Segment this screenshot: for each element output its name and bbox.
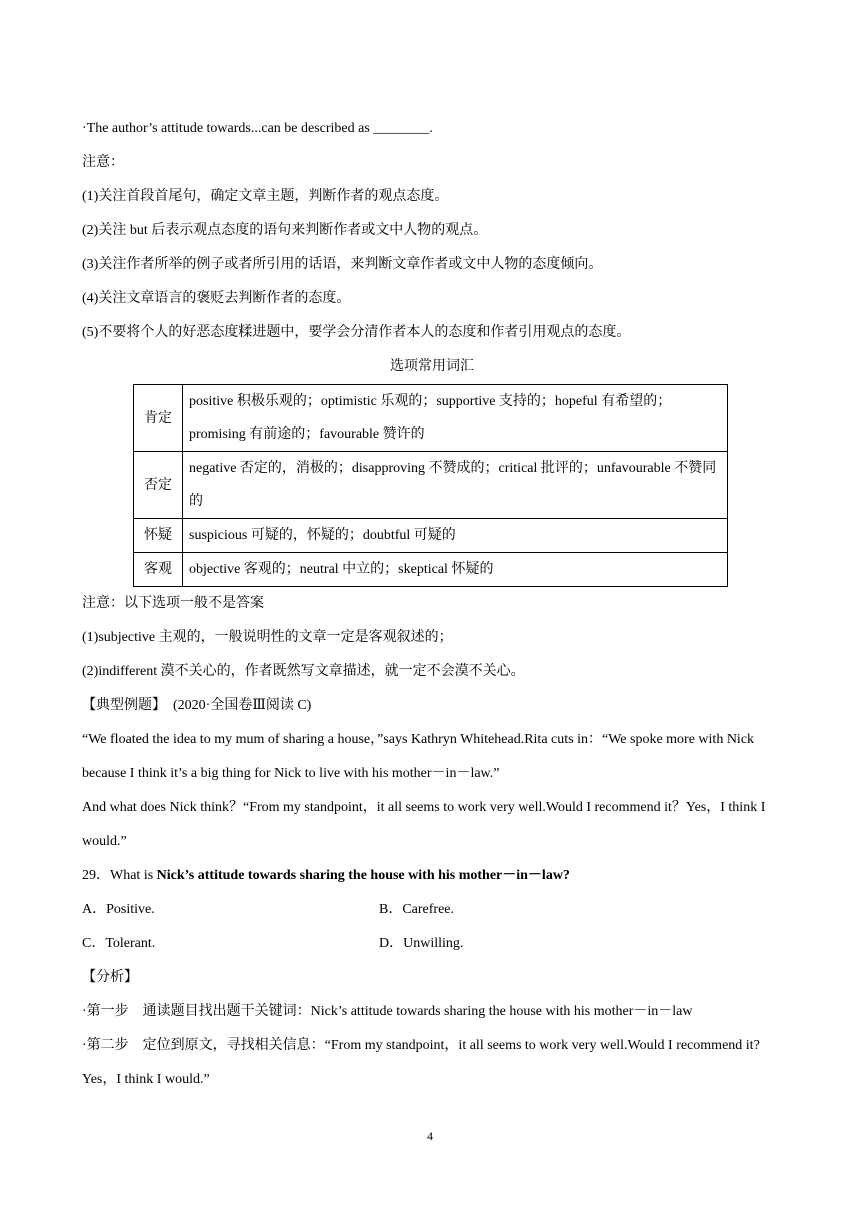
words-cell: positive 积极乐观的；optimistic 乐观的；supportive 支持的；hopeful 有希望的；promising 有前途的；favourable 赞许的 [183,385,728,452]
category-cell: 否定 [134,452,183,519]
question-line [82,859,782,893]
note-item-4: (4)关注文章语言的褒贬去判断作者的态度。 [82,291,351,306]
intro-line: ·The author’s attitude towards...can be described as ________. [82,121,433,136]
note-title: 注意： [82,155,124,170]
example-header: 【典型例题】 (2020·全国卷Ⅲ阅读 C) [82,698,312,713]
vocab-table [133,384,728,587]
question-stem: Nick’s attitude towards sharing the house with his mother－in－law? [156,868,570,883]
words-cell: negative 否定的，消极的；disapproving 不赞成的；critical 批评的；unfavourable 不赞同的 [183,452,728,519]
note-item-3: (3)关注作者所举的例子或者所引用的话语，来判断文章作者或文中人物的态度倾向。 [82,257,603,272]
table-title: 选项常用词汇 [390,359,474,374]
table-row [134,519,728,553]
page-content [82,112,782,1097]
option-b: B．Carefree. [379,902,455,917]
note-item-5: (5)不要将个人的好恶态度糅进题中，要学会分清作者本人的态度和作者引用观点的态度。 [82,325,631,340]
category-cell: 客观 [134,553,183,587]
table-row [134,452,728,519]
words-cell: suspicious 可疑的，怀疑的；doubtful 可疑的 [183,519,728,553]
words-cell: objective 客观的；neutral 中立的；skeptical 怀疑的 [183,553,728,587]
passage-paragraph-2: And what does Nick think？“From my standpoint，it all seems to work very well.Would I recommend it？Yes，I think I would.” [82,800,766,849]
note2-title: 注意：以下选项一般不是答案 [82,596,264,611]
option-a: A．Positive. [82,902,155,917]
option-d: D．Unwilling. [379,936,464,951]
option-c: C．Tolerant. [82,936,156,951]
note2-item-1: (1)subjective 主观的，一般说明性的文章一定是客观叙述的； [82,630,453,645]
note-item-2: (2)关注 but 后表示观点态度的语句来判断作者或文中人物的观点。 [82,223,488,238]
category-cell: 怀疑 [134,519,183,553]
note-item-1: (1)关注首段首尾句，确定文章主题，判断作者的观点态度。 [82,189,449,204]
passage-paragraph-1: “We floated the idea to my mum of sharing a house，”says Kathryn Whitehead.Rita cuts in：“We spoke more with Nick because I think it’s a big thing for Nick to live with his mother－in－law.” [82,732,755,781]
note2-item-2: (2)indifferent 漠不关心的，作者既然写文章描述，就一定不会漠不关心。 [82,664,525,679]
analysis-step-1: ·第一步 通读题目找出题干关键词：Nick’s attitude towards sharing the house with his mother－in－law [82,1004,693,1019]
table-row [134,385,728,452]
question-number: 29．What is [82,868,157,883]
analysis-header: 【分析】 [82,970,138,985]
category-cell: 肯定 [134,385,183,452]
page-number: 4 [427,1129,433,1143]
table-row [134,553,728,587]
options-row-1 [82,893,782,927]
options-row-2 [82,927,782,961]
analysis-step-2: ·第二步 定位到原文，寻找相关信息：“From my standpoint，it all seems to work very well.Would I recommend it? Yes，I think I would.” [82,1038,760,1087]
